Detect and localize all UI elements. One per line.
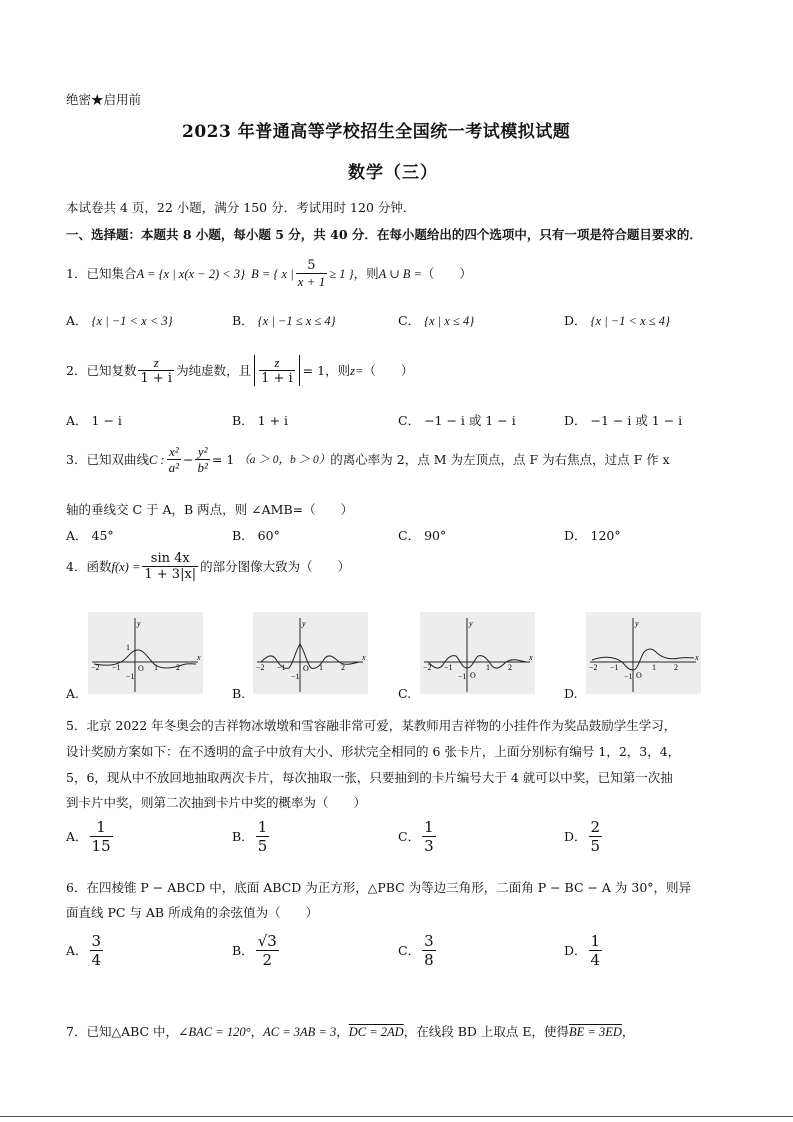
question-text: 已知△ABC 中， <box>86 1024 179 1039</box>
fraction: $\frac{1}{15}$ <box>91 818 111 855</box>
question-5-line2: 设计奖励方案如下：在不透明的盒子中放有大小、形状完全相同的 6 张卡片，上面分别标有编号 1，2，3，4， <box>66 744 681 759</box>
graph-label-c: C. <box>398 686 412 701</box>
question-text: ，则 <box>325 362 351 378</box>
graph-d-svg <box>586 612 701 694</box>
svg-text:O: O <box>138 664 144 673</box>
question-text: 已知集合 <box>86 265 137 281</box>
svg-text:−1: −1 <box>624 672 633 681</box>
svg-text:−1: −1 <box>610 663 619 672</box>
svg-text:x: x <box>197 653 201 662</box>
option-d: D． $\frac{2}{5}$ <box>564 818 601 855</box>
set-b-lead: B = { x | <box>251 266 294 281</box>
question-6 <box>66 880 691 896</box>
graph-label-b: B. <box>232 686 246 701</box>
answer-paren: （ ） <box>363 362 414 378</box>
graph-a-svg <box>88 612 203 694</box>
graph-label-a: A. <box>66 686 80 701</box>
equals: = 1 <box>211 451 235 467</box>
svg-text:−1: −1 <box>444 663 453 672</box>
fraction: $\frac{1}{4}$ <box>590 932 601 969</box>
svg-text:−2: −2 <box>423 663 432 672</box>
option-b: B． $\frac{1}{5}$ <box>232 818 268 855</box>
question-text: 的离心率为 2，点 M 为左顶点，点 F 为右焦点，过点 F 作 x <box>330 451 670 467</box>
question-5-line3: 5，6，现从中不放回地抽取两次卡片，每次抽取一张，只要抽到的卡片编号大于 4 就可以中奖，已知第一次抽 <box>66 770 673 785</box>
svg-text:−1: −1 <box>112 663 121 672</box>
question-3 <box>66 444 670 475</box>
svg-text:O: O <box>303 664 309 673</box>
option-d: D． 120° <box>564 528 621 543</box>
question-number: 5． <box>66 718 87 733</box>
question-text: 在四棱锥 P − ABCD 中，底面 ABCD 为正方形，△PBC 为等边三角形，二面角 P − BC − A 为 30°，则异 <box>86 880 692 895</box>
option-a: A． $\frac{3}{4}$ <box>66 932 102 969</box>
section-heading: 一、选择题：本题共 8 小题，每小题 5 分，共 40 分．在每小题给出的四个选项中，只有一项是符合题目要求的． <box>66 227 702 242</box>
svg-text:O: O <box>636 671 642 680</box>
question-text: 为纯虚数，且 <box>176 362 252 378</box>
abs-equation: = 1 <box>302 362 326 378</box>
svg-text:y: y <box>635 619 639 628</box>
graph-b-svg <box>253 612 368 694</box>
set-b-tail: ≥ 1 } <box>329 266 354 281</box>
question-text: 函数 <box>86 558 112 574</box>
question-6-line2: 面直线 PC 与 AB 所成角的余弦值为（ ） <box>66 905 319 920</box>
svg-text:1: 1 <box>154 663 158 672</box>
svg-text:−1: −1 <box>277 663 286 672</box>
svg-text:−2: −2 <box>91 663 100 672</box>
question-text: ，在线段 BD 上取点 E，使得 <box>403 1024 569 1039</box>
fraction: $\frac{1}{3}$ <box>424 818 434 855</box>
svg-text:−1: −1 <box>291 672 300 681</box>
svg-text:x: x <box>695 653 699 662</box>
option-d: D． −1 − i 或 1 − i <box>564 413 683 428</box>
page-bottom-rule <box>0 1116 793 1117</box>
graph-a <box>88 612 203 694</box>
question-text: 北京 2022 年冬奥会的吉祥物冰墩墩和雪容融非常可爱，某教师用吉祥物的小挂件作为奖品鼓励学生学习， <box>86 718 677 733</box>
vector-expr-2: BE = 3ED <box>568 1025 622 1039</box>
question-text: 已知复数 <box>86 362 137 378</box>
option-c: C． −1 − i 或 1 − i <box>398 413 516 428</box>
option-a: A． 45° <box>66 528 114 543</box>
question-3-line2: 轴的垂线交 C 于 A，B 两点，则 ∠AMB=（ ） <box>66 502 354 517</box>
angle-expr: ∠BAC = 120° <box>178 1025 251 1039</box>
question-2 <box>66 355 413 386</box>
condition: （a ＞ 0，b ＞ 0） <box>238 453 331 466</box>
fraction: $\frac{2}{5}$ <box>590 818 601 855</box>
fraction: $\frac{z}{1 + i}$ <box>140 355 173 386</box>
graph-label-d: D. <box>564 686 578 701</box>
svg-text:1: 1 <box>652 663 656 672</box>
option-a: A． 1 − i <box>66 413 122 428</box>
function-name: f(x) = <box>111 559 141 574</box>
option-d: D． $\frac{1}{4}$ <box>564 932 601 969</box>
svg-text:−2: −2 <box>256 663 265 672</box>
fraction: $\frac{3}{4}$ <box>91 932 102 969</box>
svg-text:−2: −2 <box>589 663 598 672</box>
graph-d <box>586 612 701 694</box>
expression: A ∪ B = <box>378 266 422 281</box>
question-number: 3． <box>66 451 87 467</box>
fraction: $\frac{5}{x + 1}$ <box>297 258 326 289</box>
variable: z= <box>350 363 364 378</box>
confidential-mark: 绝密★启用前 <box>66 92 142 107</box>
exam-instructions: 本试卷共 4 页，22 小题，满分 150 分．考试用时 120 分钟． <box>66 200 416 215</box>
question-1 <box>66 258 472 289</box>
exam-title: 2023 年普通高等学校招生全国统一考试模拟试题 <box>182 122 571 142</box>
svg-text:1: 1 <box>319 663 323 672</box>
fraction: $\frac{\text{y²}}{\text{b²}}$ <box>197 444 208 475</box>
svg-text:y: y <box>137 619 141 628</box>
question-number: 2． <box>66 362 87 378</box>
question-4 <box>66 551 350 582</box>
option-b: B． $\frac{√3}{2}$ <box>232 932 277 969</box>
svg-text:2: 2 <box>341 663 345 672</box>
svg-text:1: 1 <box>486 663 490 672</box>
answer-paren: （ ） <box>421 265 472 281</box>
question-text: ，则 <box>353 265 379 281</box>
fraction: $\frac{\sin 4x}{1 + 3|x|}$ <box>144 551 197 582</box>
option-b: B． 60° <box>232 528 280 543</box>
svg-text:x: x <box>362 653 366 662</box>
option-d: D． {x | −1 < x ≤ 4} <box>564 313 671 328</box>
svg-text:2: 2 <box>176 663 180 672</box>
fraction: $\frac{\text{x²}}{\text{a²}}$ <box>168 444 179 475</box>
svg-text:2: 2 <box>674 663 678 672</box>
question-text: 已知双曲线 <box>86 451 149 467</box>
question-7: 7．已知△ABC 中，∠BAC = 120°，AC = 3AB = 3，DC = 2AD，在线段 BD 上取点 E，使得BE = 3ED， <box>66 1024 635 1039</box>
minus-sign: − <box>183 451 194 467</box>
length-expr: AC = 3AB = 3 <box>263 1025 337 1039</box>
svg-text:y: y <box>302 619 306 628</box>
fraction: $\frac{1}{5}$ <box>257 818 268 855</box>
abs-value: $\frac{z}{1 + i}$ <box>254 355 300 386</box>
graph-c <box>420 612 535 694</box>
vector-expr-1: DC = 2AD <box>348 1025 404 1039</box>
option-c: C． 90° <box>398 528 447 543</box>
option-c: C． $\frac{3}{8}$ <box>398 932 434 969</box>
curve-name: C : <box>148 452 165 467</box>
question-5-line4: 到卡片中奖，则第二次抽到卡片中奖的概率为（ ） <box>66 795 367 810</box>
graph-b <box>253 612 368 694</box>
question-5 <box>66 718 676 734</box>
option-c: C． $\frac{1}{3}$ <box>398 818 434 855</box>
svg-text:1: 1 <box>126 643 130 652</box>
svg-text:O: O <box>470 671 476 680</box>
option-b: B． 1 + i <box>232 413 289 428</box>
set-a: A = {x | x(x − 2) < 3} <box>136 266 246 281</box>
question-number: 4． <box>66 558 87 574</box>
question-text: 的部分图像大致为（ ） <box>200 558 351 574</box>
question-number: 1． <box>66 265 87 281</box>
question-number: 7． <box>66 1024 87 1039</box>
graph-c-svg <box>420 612 535 694</box>
fraction: $\frac{3}{8}$ <box>424 932 434 969</box>
svg-text:2: 2 <box>508 663 512 672</box>
option-b: B． {x | −1 ≤ x ≤ 4} <box>232 313 336 328</box>
option-c: C． {x | x ≤ 4} <box>398 313 475 328</box>
svg-text:−1: −1 <box>458 672 467 681</box>
question-number: 6． <box>66 880 87 895</box>
svg-text:y: y <box>469 619 473 628</box>
exam-subtitle: 数学（三） <box>348 163 438 183</box>
option-a: A． $\frac{1}{15}$ <box>66 818 111 855</box>
svg-text:x: x <box>529 653 533 662</box>
svg-text:−1: −1 <box>126 672 135 681</box>
fraction: $\frac{√3}{2}$ <box>257 932 277 969</box>
option-a: A． {x | −1 < x < 3} <box>66 313 173 328</box>
